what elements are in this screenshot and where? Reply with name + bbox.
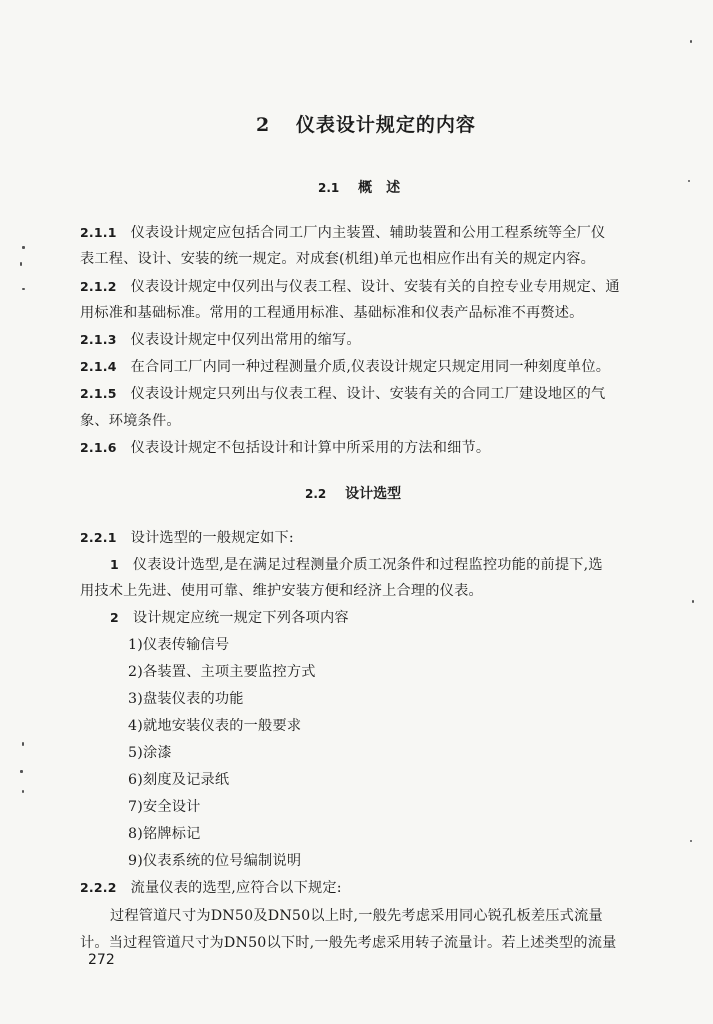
paragraph-text: 仪表设计选型,是在满足过程测量介质工况条件和过程监控功能的前提下,选	[132, 557, 603, 573]
section-title: 设计选型	[345, 486, 402, 502]
clause-2-2-2	[80, 877, 342, 897]
clause-2-1-5	[80, 383, 605, 403]
chapter-number: 2	[256, 114, 271, 136]
scan-speck	[20, 262, 22, 266]
clause-number: 2.1.4	[80, 359, 117, 374]
paragraph-number: 2	[110, 610, 119, 625]
chapter-title-text: 仪表设计规定的内容	[295, 114, 476, 136]
clause-text: 仪表设计规定应包括合同工厂内主装置、辅助装置和公用工程系统等全厂仪	[130, 225, 606, 241]
chapter-title	[256, 110, 476, 137]
section-number: 2.1	[318, 181, 340, 195]
scan-speck	[22, 790, 24, 793]
flow-paragraph-line-2: 计。当过程管道尺寸为DN50以下时,一般先考虑采用转子流量计。若上述类型的流量	[80, 935, 617, 951]
clause-text: 仪表设计规定中仅列出常用的缩写。	[130, 332, 361, 348]
scan-speck	[22, 288, 25, 290]
scan-speck	[688, 180, 690, 182]
list-item: 3)盘装仪表的功能	[128, 691, 244, 707]
clause-2-1-3	[80, 329, 361, 349]
clause-text: 仪表设计规定只列出与仪表工程、设计、安装有关的合同工厂建设地区的气	[130, 386, 606, 402]
list-item: 7)安全设计	[128, 799, 201, 815]
paragraph-text: 设计规定应统一规定下列各项内容	[132, 610, 349, 626]
section-heading-2-1	[318, 177, 400, 197]
clause-2-1-2-continuation: 用标准和基础标准。常用的工程通用标准、基础标准和仪表产品标准不再赘述。	[80, 305, 584, 321]
clause-number: 2.1.3	[80, 332, 117, 347]
clause-number: 2.1.5	[80, 386, 117, 401]
clause-text: 设计选型的一般规定如下:	[130, 530, 294, 546]
clause-text: 在合同工厂内同一种过程测量介质,仪表设计规定只规定用同一种刻度单位。	[130, 359, 611, 375]
list-item: 8)铭牌标记	[128, 826, 201, 842]
clause-number: 2.2.1	[80, 530, 117, 545]
clause-number: 2.1.1	[80, 225, 117, 240]
paragraph-number: 1	[110, 557, 119, 572]
paragraph-1-continuation: 用技术上先进、使用可靠、维护安装方便和经济上合理的仪表。	[80, 583, 483, 599]
clause-2-1-6	[80, 437, 490, 457]
list-item: 1)仪表传输信号	[128, 637, 230, 653]
scan-speck	[690, 40, 692, 43]
clause-text: 流量仪表的选型,应符合以下规定:	[130, 880, 342, 896]
clause-2-1-1	[80, 222, 605, 242]
clause-2-2-1	[80, 527, 294, 547]
clause-number: 2.1.2	[80, 279, 117, 294]
paragraph-1	[110, 554, 603, 574]
clause-text: 仪表设计规定中仅列出与仪表工程、设计、安装有关的自控专业专用规定、通	[130, 279, 620, 295]
clause-number: 2.2.2	[80, 880, 117, 895]
section-title: 概 述	[358, 180, 401, 196]
flow-paragraph-line-1: 过程管道尺寸为DN50及DN50以上时,一般先考虑采用同心锐孔板差压式流量	[110, 908, 603, 924]
list-item: 6)刻度及记录纸	[128, 772, 230, 788]
clause-2-1-4	[80, 356, 610, 376]
list-item: 4)就地安装仪表的一般要求	[128, 718, 302, 734]
scan-speck	[20, 770, 23, 773]
scan-speck	[690, 840, 692, 842]
scan-speck	[22, 246, 25, 249]
clause-2-1-2	[80, 276, 620, 296]
paragraph-2	[110, 607, 349, 627]
scan-speck	[22, 742, 24, 746]
clause-number: 2.1.6	[80, 440, 117, 455]
list-item: 2)各装置、主项主要监控方式	[128, 664, 316, 680]
clause-text: 仪表设计规定不包括设计和计算中所采用的方法和细节。	[130, 440, 491, 456]
list-item: 9)仪表系统的位号编制说明	[128, 853, 302, 869]
page-number: 272	[88, 952, 115, 968]
scan-speck	[692, 600, 694, 603]
section-heading-2-2	[305, 483, 401, 503]
clause-2-1-1-continuation: 表工程、设计、安装的统一规定。对成套(机组)单元也相应作出有关的规定内容。	[80, 251, 596, 267]
section-number: 2.2	[305, 487, 327, 501]
clause-2-1-5-continuation: 象、环境条件。	[80, 413, 181, 429]
list-item: 5)涂漆	[128, 745, 172, 761]
